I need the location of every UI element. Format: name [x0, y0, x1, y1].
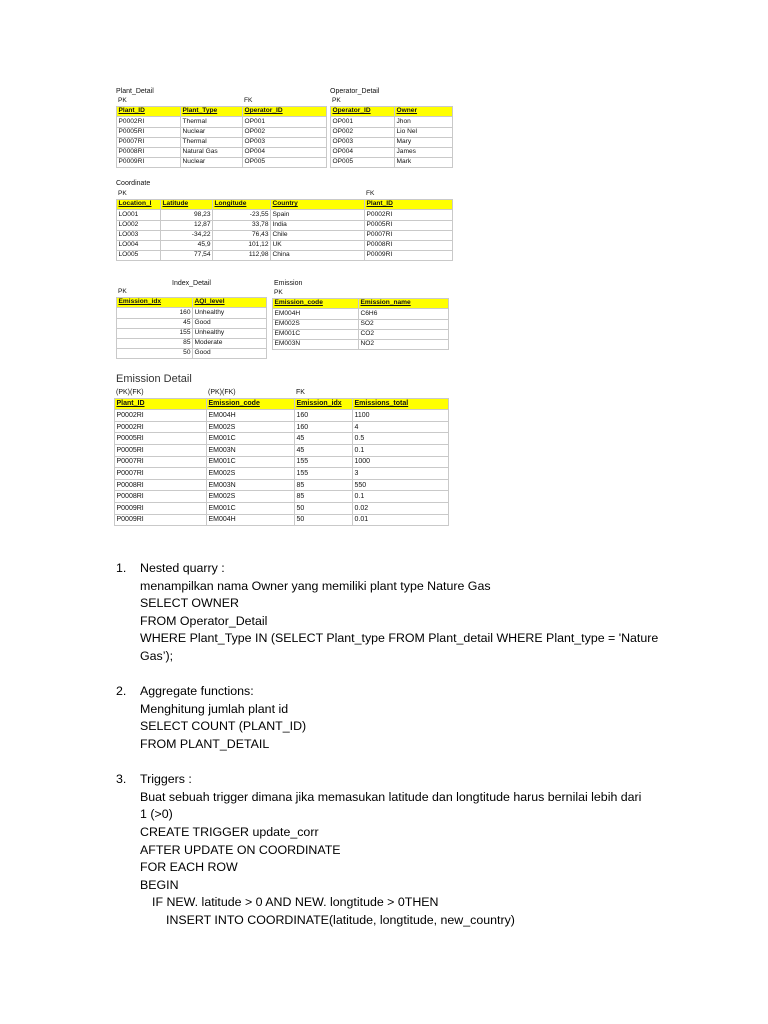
table-cell: EM001C — [207, 433, 295, 445]
table-cell: P0007RI — [115, 456, 207, 468]
table-cell: SO2 — [359, 319, 449, 329]
table-cell: 45 — [117, 318, 193, 328]
table-cell: OP005 — [331, 158, 395, 168]
question-line: Aggregate functions: — [140, 684, 254, 699]
key-cell: PK — [117, 190, 161, 200]
table-row — [331, 117, 453, 127]
header-row — [331, 107, 453, 117]
table-cell: OP003 — [331, 137, 395, 147]
question-number: 1. — [116, 561, 127, 575]
question-number: 2. — [116, 684, 127, 699]
table-cell: P0008RI — [365, 240, 453, 250]
question-item — [116, 771, 676, 929]
table-cell: 160 — [117, 308, 193, 318]
key-cell: PK — [273, 289, 359, 299]
question-line: WHERE Plant_Type IN (SELECT Plant_type FROM Plant_detail WHERE Plant_type = 'Nature — [140, 631, 659, 646]
table-row — [117, 251, 453, 261]
table-cell: 85 — [295, 491, 353, 503]
table-cell: 50 — [117, 349, 193, 359]
table-row — [117, 230, 453, 240]
header-cell: Emission_name — [359, 299, 449, 309]
table-cell: OP004 — [331, 147, 395, 157]
table-cell: 98,23 — [161, 210, 213, 220]
question-line: Triggers : — [140, 772, 192, 787]
header-cell: Emissions_total — [353, 398, 449, 410]
table-cell: EM003N — [273, 339, 359, 349]
table-cell: UK — [271, 240, 365, 250]
question-line: IF NEW. latitude > 0 AND NEW. longtitude > 0THEN — [152, 895, 439, 910]
question-item — [116, 560, 676, 666]
table-cell: OP001 — [331, 117, 395, 127]
table-cell: 155 — [117, 328, 193, 338]
question-line: SELECT COUNT (PLANT_ID) — [140, 719, 307, 734]
table-cell: EM004H — [207, 514, 295, 526]
table-cell: 77,54 — [161, 251, 213, 261]
table-cell: P0002RI — [117, 117, 181, 127]
table-row — [117, 210, 453, 220]
table-row — [115, 444, 449, 456]
question-number: 3. — [116, 772, 127, 787]
key-cell — [161, 190, 213, 200]
table-row — [115, 456, 449, 468]
table-cell: LO001 — [117, 210, 161, 220]
table-cell: 1000 — [353, 456, 449, 468]
table-cell: -23,55 — [213, 210, 271, 220]
table-cell: EM003N — [207, 479, 295, 491]
coordinate-table — [116, 190, 453, 261]
table-cell: EM001C — [207, 502, 295, 514]
key-row — [117, 190, 453, 200]
table-cell: EM003N — [207, 444, 295, 456]
table-cell: 50 — [295, 502, 353, 514]
key-cell — [395, 97, 453, 107]
table-cell: EM001C — [207, 456, 295, 468]
table-cell: China — [271, 251, 365, 261]
header-row — [117, 298, 267, 308]
table-cell: P0002RI — [115, 421, 207, 433]
header-cell: Plant_ID — [365, 200, 453, 210]
table-cell: -34,22 — [161, 230, 213, 240]
question-line: Gas’); — [140, 648, 174, 663]
table-cell: LO004 — [117, 240, 161, 250]
table-cell: 0.1 — [353, 491, 449, 503]
table-cell: Lio Nel — [395, 127, 453, 137]
table-cell: 0.01 — [353, 514, 449, 526]
header-cell: Emission_idx — [117, 298, 193, 308]
header-cell: Latitude — [161, 200, 213, 210]
table-cell: EM002S — [207, 421, 295, 433]
key-cell — [359, 289, 449, 299]
table-row — [331, 147, 453, 157]
key-cell: (PK)(FK) — [207, 387, 295, 398]
table-cell: 50 — [295, 514, 353, 526]
header-cell: Longitude — [213, 200, 271, 210]
table-row — [115, 479, 449, 491]
question-line: Menghitung jumlah plant id — [140, 701, 289, 716]
key-cell: PK — [117, 97, 181, 107]
table-row — [117, 328, 267, 338]
table-row — [115, 433, 449, 445]
table-row — [117, 318, 267, 328]
table-cell: Unhealthy — [193, 328, 267, 338]
header-cell: Plant_Type — [181, 107, 243, 117]
table-cell: 155 — [295, 456, 353, 468]
table-cell: Unhealthy — [193, 308, 267, 318]
key-cell: FK — [365, 190, 453, 200]
questions-list — [116, 560, 676, 947]
table-cell: Good — [193, 349, 267, 359]
question-line: Buat sebuah trigger dimana jika memasukan latitude dan longtitude harus bernilai lebih dari — [140, 789, 642, 804]
table-cell: 0.5 — [353, 433, 449, 445]
table-cell: Nuclear — [181, 158, 243, 168]
question-line: menampilkan nama Owner yang memiliki plant type Nature Gas — [140, 578, 491, 593]
table-cell: C6H6 — [359, 309, 449, 319]
table-cell: 33,78 — [213, 220, 271, 230]
table-cell: Good — [193, 318, 267, 328]
table-cell: P0007RI — [115, 468, 207, 480]
table-cell: Mark — [395, 158, 453, 168]
table-cell: Chile — [271, 230, 365, 240]
table-cell: 101,12 — [213, 240, 271, 250]
table-row — [115, 421, 449, 433]
table-cell: P0008RI — [115, 479, 207, 491]
table-row — [115, 502, 449, 514]
table-cell: OP001 — [243, 117, 327, 127]
emission-table — [272, 289, 449, 350]
table-cell: 85 — [117, 338, 193, 348]
table-cell: OP002 — [243, 127, 327, 137]
table-row — [115, 468, 449, 480]
table-cell: 3 — [353, 468, 449, 480]
table-row — [115, 491, 449, 503]
plant-detail-table — [116, 97, 327, 168]
table-cell: 76,43 — [213, 230, 271, 240]
table-row — [117, 158, 327, 168]
table-cell: P0005RI — [115, 444, 207, 456]
table-cell: P0009RI — [365, 251, 453, 261]
header-row — [117, 200, 453, 210]
table-row — [117, 240, 453, 250]
table-row — [117, 349, 267, 359]
table-cell: Mary — [395, 137, 453, 147]
header-cell: Country — [271, 200, 365, 210]
question-line: FOR EACH ROW — [140, 860, 238, 875]
table-cell: EM002S — [207, 491, 295, 503]
table-cell: P0009RI — [117, 158, 181, 168]
table-cell: EM004H — [273, 309, 359, 319]
table-cell: EM002S — [207, 468, 295, 480]
table-cell: P0008RI — [117, 147, 181, 157]
table-cell: India — [271, 220, 365, 230]
table-cell: P0008RI — [115, 491, 207, 503]
key-cell — [181, 97, 243, 107]
table-cell: Thermal — [181, 137, 243, 147]
table-cell: 0.1 — [353, 444, 449, 456]
table-cell: LO002 — [117, 220, 161, 230]
table-cell: P0002RI — [115, 410, 207, 422]
question-line: 1 (>0) — [140, 807, 173, 822]
emission-detail-title: Emission Detail — [116, 373, 192, 385]
table-cell: P0005RI — [365, 220, 453, 230]
table-cell: 45,9 — [161, 240, 213, 250]
key-cell: PK — [117, 288, 193, 298]
table-cell: P0007RI — [365, 230, 453, 240]
header-cell: Operator_ID — [243, 107, 327, 117]
table-cell: 45 — [295, 433, 353, 445]
question-line: SELECT OWNER — [140, 596, 239, 611]
operator-detail-title: Operator_Detail — [330, 88, 380, 95]
table-cell: 4 — [353, 421, 449, 433]
key-cell — [271, 190, 365, 200]
table-cell: Moderate — [193, 338, 267, 348]
header-row — [115, 398, 449, 410]
table-row — [117, 137, 327, 147]
table-row — [117, 220, 453, 230]
table-cell: OP005 — [243, 158, 327, 168]
table-row — [117, 127, 327, 137]
table-cell: P0005RI — [115, 433, 207, 445]
table-row — [331, 137, 453, 147]
header-cell: Emission_idx — [295, 398, 353, 410]
plant-detail-title: Plant_Detail — [116, 88, 154, 95]
key-row — [117, 97, 327, 107]
table-cell: EM004H — [207, 410, 295, 422]
key-cell — [353, 387, 449, 398]
table-row — [115, 514, 449, 526]
table-cell: Nuclear — [181, 127, 243, 137]
question-item — [116, 683, 676, 753]
table-cell: 160 — [295, 421, 353, 433]
question-line: CREATE TRIGGER update_corr — [140, 824, 319, 839]
table-cell: P0009RI — [115, 502, 207, 514]
table-cell: 1100 — [353, 410, 449, 422]
header-row — [273, 299, 449, 309]
table-cell: P0009RI — [115, 514, 207, 526]
table-row — [117, 117, 327, 127]
header-cell: Emission_code — [273, 299, 359, 309]
table-cell: 12,87 — [161, 220, 213, 230]
question-line: BEGIN — [140, 877, 179, 892]
table-cell: James — [395, 147, 453, 157]
emission-title: Emission — [274, 280, 303, 287]
header-cell: Operator_ID — [331, 107, 395, 117]
header-cell: Owner — [395, 107, 453, 117]
table-cell: EM001C — [273, 329, 359, 339]
table-row — [117, 338, 267, 348]
table-cell: Spain — [271, 210, 365, 220]
table-cell: P0005RI — [117, 127, 181, 137]
question-line: FROM Operator_Detail — [140, 613, 268, 628]
key-row — [115, 387, 449, 398]
table-cell: CO2 — [359, 329, 449, 339]
header-row — [117, 107, 327, 117]
key-cell — [213, 190, 271, 200]
table-row — [117, 147, 327, 157]
question-line: Nested quarry : — [140, 561, 225, 575]
table-cell: LO003 — [117, 230, 161, 240]
key-cell — [193, 288, 267, 298]
table-cell: OP004 — [243, 147, 327, 157]
table-cell: OP002 — [331, 127, 395, 137]
table-cell: 112,98 — [213, 251, 271, 261]
index-detail-table — [116, 288, 267, 359]
table-cell: 85 — [295, 479, 353, 491]
table-row — [117, 308, 267, 318]
table-cell: OP003 — [243, 137, 327, 147]
table-row — [273, 309, 449, 319]
key-cell: (PK)(FK) — [115, 387, 207, 398]
key-cell: FK — [243, 97, 327, 107]
index-detail-title: Index_Detail — [172, 280, 211, 287]
table-cell: 45 — [295, 444, 353, 456]
operator-detail-table — [330, 97, 453, 168]
table-cell: NO2 — [359, 339, 449, 349]
key-cell: PK — [331, 97, 395, 107]
question-line: INSERT INTO COORDINATE(latitude, longtitude, new_country) — [166, 912, 515, 927]
table-row — [331, 127, 453, 137]
table-row — [273, 319, 449, 329]
table-cell: P0007RI — [117, 137, 181, 147]
question-line: AFTER UPDATE ON COORDINATE — [140, 842, 341, 857]
table-row — [273, 339, 449, 349]
table-cell: 550 — [353, 479, 449, 491]
table-cell: P0002RI — [365, 210, 453, 220]
table-cell: LO005 — [117, 251, 161, 261]
table-row — [273, 329, 449, 339]
table-cell: 0.02 — [353, 502, 449, 514]
header-cell: AQI_level — [193, 298, 267, 308]
table-cell: EM002S — [273, 319, 359, 329]
emission-detail-table — [114, 387, 449, 526]
table-cell: 155 — [295, 468, 353, 480]
table-cell: Jhon — [395, 117, 453, 127]
table-cell: 160 — [295, 410, 353, 422]
key-row — [331, 97, 453, 107]
key-row — [117, 288, 267, 298]
table-row — [115, 410, 449, 422]
header-cell: Location_I — [117, 200, 161, 210]
header-cell: Plant_ID — [115, 398, 207, 410]
table-cell: Thermal — [181, 117, 243, 127]
coordinate-title: Coordinate — [116, 180, 151, 187]
key-cell: FK — [295, 387, 353, 398]
table-row — [331, 158, 453, 168]
header-cell: Emission_code — [207, 398, 295, 410]
key-row — [273, 289, 449, 299]
header-cell: Plant_ID — [117, 107, 181, 117]
question-line: FROM PLANT_DETAIL — [140, 736, 270, 751]
table-cell: Natural Gas — [181, 147, 243, 157]
